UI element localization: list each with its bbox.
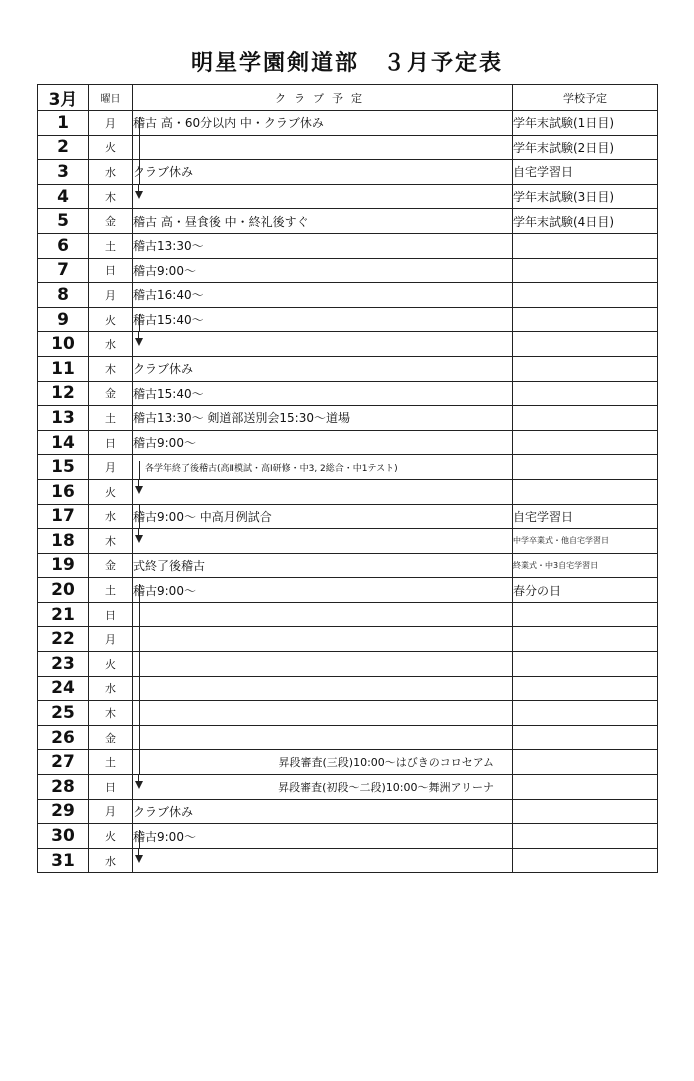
school-plan-cell (513, 848, 658, 873)
school-plan-cell (513, 283, 658, 308)
table-row (38, 406, 658, 431)
weekday: 土 (89, 750, 133, 775)
school-plan-cell (513, 430, 658, 455)
club-plan-text: 稽古15:40～ (133, 313, 204, 328)
club-plan-cell (133, 406, 513, 431)
table-row (38, 307, 658, 332)
club-plan-cell (133, 430, 513, 455)
weekday: 金 (89, 553, 133, 578)
continuation-line (139, 135, 140, 160)
club-plan-text: 昇段審査(三段)10:00～はびきのコロセアム (278, 756, 494, 770)
weekday: 水 (89, 848, 133, 873)
weekday: 木 (89, 184, 133, 209)
club-plan-text: 稽古15:40～ (133, 386, 204, 401)
table-row (38, 209, 658, 234)
weekday: 水 (89, 504, 133, 529)
school-plan-cell (513, 676, 658, 701)
weekday: 木 (89, 701, 133, 726)
club-plan-cell (133, 750, 513, 775)
club-plan-text: 稽古 高・昼食後 中・終礼後すぐ (133, 214, 309, 229)
table-row (38, 356, 658, 381)
table-row (38, 750, 658, 775)
club-plan-cell (133, 356, 513, 381)
continuation-line (139, 627, 140, 652)
school-plan-cell (513, 455, 658, 480)
club-plan-cell (133, 307, 513, 332)
weekday: 水 (89, 332, 133, 357)
club-plan-cell (133, 602, 513, 627)
header-row (38, 85, 658, 111)
arrow-down-icon (135, 535, 143, 543)
school-plan-cell (513, 652, 658, 677)
club-plan-cell (133, 701, 513, 726)
table-row (38, 258, 658, 283)
club-plan-text: 式終了後稽古 (133, 558, 206, 573)
weekday: 日 (89, 602, 133, 627)
school-plan-cell (513, 233, 658, 258)
club-plan-cell (133, 775, 513, 800)
club-plan-cell (133, 504, 513, 529)
table-row (38, 381, 658, 406)
continuation-line (139, 652, 140, 677)
club-plan-cell (133, 529, 513, 554)
table-row (38, 504, 658, 529)
day-number: 27 (38, 750, 89, 775)
table-row (38, 799, 658, 824)
weekday: 月 (89, 799, 133, 824)
day-number: 31 (38, 848, 89, 873)
weekday: 金 (89, 209, 133, 234)
day-number: 17 (38, 504, 89, 529)
weekday: 木 (89, 529, 133, 554)
weekday: 火 (89, 652, 133, 677)
club-plan-text: 稽古 高・60分以内 中・クラブ休み (133, 116, 324, 131)
day-number: 10 (38, 332, 89, 357)
school-plan-cell: 学年末試験(1日目) (513, 111, 658, 136)
arrow-down-icon (135, 486, 143, 494)
table-row (38, 283, 658, 308)
table-row (38, 111, 658, 136)
school-plan-cell (513, 602, 658, 627)
club-plan-cell (133, 283, 513, 308)
arrow-down-icon (135, 338, 143, 346)
table-row (38, 652, 658, 677)
club-plan-cell (133, 455, 513, 480)
club-plan-cell (133, 258, 513, 283)
school-plan-cell: 終業式・中3自宅学習日 (513, 553, 658, 578)
day-number: 16 (38, 479, 89, 504)
school-plan-cell: 学年末試験(3日目) (513, 184, 658, 209)
table-row (38, 430, 658, 455)
day-number: 23 (38, 652, 89, 677)
schedule-table (37, 84, 658, 873)
continuation-line (139, 160, 140, 185)
table-row (38, 701, 658, 726)
day-number: 1 (38, 111, 89, 136)
weekday: 水 (89, 676, 133, 701)
club-plan-cell (133, 799, 513, 824)
school-plan-cell (513, 479, 658, 504)
school-plan-cell: 春分の日 (513, 578, 658, 603)
table-row (38, 233, 658, 258)
day-number: 15 (38, 455, 89, 480)
club-plan-text: 稽古13:30～ 剣道部送別会15:30～道場 (133, 411, 350, 426)
table-row (38, 627, 658, 652)
school-plan-cell: 学年末試験(4日目) (513, 209, 658, 234)
weekday: 月 (89, 455, 133, 480)
table-row (38, 824, 658, 849)
club-plan-text: クラブ休み (133, 362, 194, 377)
header-date: 3月 (38, 85, 89, 111)
continuation-line (139, 117, 140, 135)
club-plan-text: 稽古16:40～ (133, 288, 204, 303)
arrow-down-icon (135, 855, 143, 863)
day-number: 4 (38, 184, 89, 209)
table-row (38, 135, 658, 160)
continuation-line (139, 602, 140, 627)
day-number: 20 (38, 578, 89, 603)
day-number: 29 (38, 799, 89, 824)
continuation-line (139, 504, 140, 529)
day-number: 18 (38, 529, 89, 554)
school-plan-cell (513, 356, 658, 381)
continuation-line (139, 676, 140, 701)
table-row (38, 160, 658, 185)
school-plan-cell (513, 725, 658, 750)
weekday: 木 (89, 356, 133, 381)
school-plan-cell (513, 824, 658, 849)
header-club-plan: クラブ予定 (133, 85, 513, 111)
school-plan-cell (513, 332, 658, 357)
club-plan-text: クラブ休み (133, 804, 194, 819)
club-plan-cell (133, 627, 513, 652)
table-row (38, 578, 658, 603)
weekday: 土 (89, 578, 133, 603)
day-number: 2 (38, 135, 89, 160)
table-row (38, 332, 658, 357)
club-plan-cell (133, 553, 513, 578)
day-number: 30 (38, 824, 89, 849)
club-plan-cell (133, 135, 513, 160)
table-row (38, 676, 658, 701)
weekday: 火 (89, 824, 133, 849)
table-row (38, 455, 658, 480)
weekday: 火 (89, 479, 133, 504)
club-plan-cell (133, 233, 513, 258)
continuation-line (139, 750, 140, 775)
school-plan-cell (513, 775, 658, 800)
day-number: 24 (38, 676, 89, 701)
school-plan-cell (513, 307, 658, 332)
day-number: 21 (38, 602, 89, 627)
club-plan-cell (133, 381, 513, 406)
day-number: 13 (38, 406, 89, 431)
table-row (38, 775, 658, 800)
weekday: 水 (89, 160, 133, 185)
club-plan-text: 稽古9:00～ (133, 583, 196, 598)
table-row (38, 529, 658, 554)
club-plan-cell (133, 184, 513, 209)
club-plan-text: 稽古13:30～ (133, 239, 204, 254)
arrow-down-icon (135, 781, 143, 789)
arrow-down-icon (135, 191, 143, 199)
day-number: 14 (38, 430, 89, 455)
club-plan-text: 稽古9:00～ (133, 436, 196, 451)
club-plan-cell (133, 578, 513, 603)
school-plan-cell (513, 258, 658, 283)
club-plan-text: 稽古9:00～ (133, 263, 196, 278)
club-plan-text: 各学年終了後稽古(高Ⅱ模試・高Ⅰ研修・中3, 2総合・中1テスト) (145, 463, 398, 474)
day-number: 26 (38, 725, 89, 750)
school-plan-cell (513, 701, 658, 726)
club-plan-text: クラブ休み (133, 165, 194, 180)
day-number: 28 (38, 775, 89, 800)
day-number: 8 (38, 283, 89, 308)
weekday: 日 (89, 430, 133, 455)
day-number: 3 (38, 160, 89, 185)
day-number: 12 (38, 381, 89, 406)
school-plan-cell (513, 799, 658, 824)
club-plan-text: 稽古9:00～ 中高月例試合 (133, 509, 272, 524)
club-plan-cell (133, 676, 513, 701)
club-plan-cell (133, 848, 513, 873)
continuation-line (139, 830, 140, 848)
weekday: 日 (89, 775, 133, 800)
club-plan-cell (133, 725, 513, 750)
day-number: 25 (38, 701, 89, 726)
table-row (38, 602, 658, 627)
day-number: 6 (38, 233, 89, 258)
table-row (38, 184, 658, 209)
club-plan-text: 昇段審査(初段～二段)10:00～舞洲アリーナ (278, 780, 494, 794)
club-plan-cell (133, 111, 513, 136)
school-plan-cell: 学年末試験(2日目) (513, 135, 658, 160)
weekday: 月 (89, 283, 133, 308)
weekday: 金 (89, 381, 133, 406)
club-plan-cell (133, 479, 513, 504)
header-weekday: 曜日 (89, 85, 133, 111)
day-number: 19 (38, 553, 89, 578)
table-row (38, 725, 658, 750)
weekday: 月 (89, 111, 133, 136)
day-number: 7 (38, 258, 89, 283)
weekday: 月 (89, 627, 133, 652)
table-row (38, 553, 658, 578)
weekday: 日 (89, 258, 133, 283)
continuation-line (139, 701, 140, 726)
day-number: 9 (38, 307, 89, 332)
club-plan-cell (133, 160, 513, 185)
school-plan-cell (513, 627, 658, 652)
club-plan-cell (133, 652, 513, 677)
club-plan-cell (133, 332, 513, 357)
school-plan-cell (513, 750, 658, 775)
club-plan-text: 稽古9:00～ (133, 829, 196, 844)
page-title: 明星学園剣道部 ３月予定表 (190, 51, 503, 76)
club-plan-cell (133, 209, 513, 234)
weekday: 土 (89, 233, 133, 258)
continuation-line (139, 461, 140, 479)
table-row (38, 479, 658, 504)
school-plan-cell (513, 381, 658, 406)
school-plan-cell: 中学卒業式・他自宅学習日 (513, 529, 658, 554)
day-number: 5 (38, 209, 89, 234)
continuation-line (139, 314, 140, 332)
weekday: 火 (89, 135, 133, 160)
table-row (38, 848, 658, 873)
club-plan-cell (133, 824, 513, 849)
day-number: 11 (38, 356, 89, 381)
continuation-line (139, 725, 140, 750)
weekday: 火 (89, 307, 133, 332)
weekday: 土 (89, 406, 133, 431)
school-plan-cell: 自宅学習日 (513, 160, 658, 185)
weekday: 金 (89, 725, 133, 750)
day-number: 22 (38, 627, 89, 652)
school-plan-cell: 自宅学習日 (513, 504, 658, 529)
continuation-line (139, 584, 140, 602)
header-school-plan: 学校予定 (513, 85, 658, 111)
school-plan-cell (513, 406, 658, 431)
